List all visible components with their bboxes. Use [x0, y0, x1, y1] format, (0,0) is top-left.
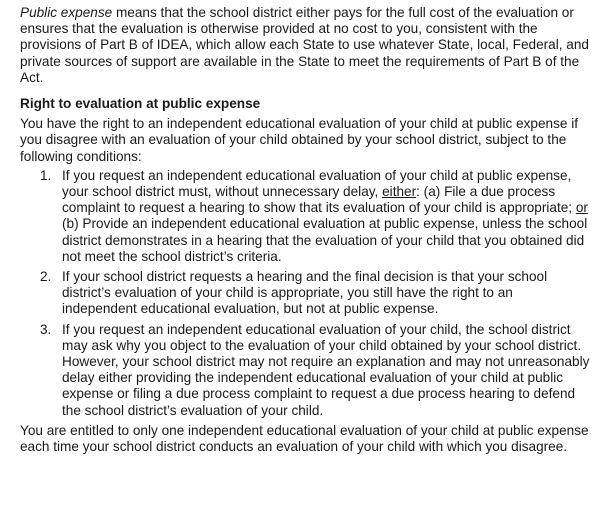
list-item [20, 322, 590, 419]
underlined-either: either [382, 184, 417, 200]
intro-text: means that the school district either pays for the full cost of the evaluation or ensures that the evaluation is otherwise provided at no cost to you, consistent with the provisions of Part B of IDEA, which allow each State to use whatever State, local, Federal, and private sources of support are available in the State to meet the requirements of Part B of the Act. [20, 5, 589, 85]
underlined-or: or [575, 200, 588, 216]
list-item-number: 3. [40, 321, 52, 337]
conditions-list [20, 168, 590, 419]
list-item [20, 168, 590, 265]
list-item-text-part: If you request an independent educational evaluation of your child at public expense, your school district must, without unnecessary delay, [62, 167, 572, 200]
list-item-text: If your school district requests a hearing and the final decision is that your school district’s evaluation of your child is appropriate, you still have the right to an independent educational evaluation, but not at public expense. [62, 269, 548, 317]
list-item-text-part: : (a) File a due process complaint to request a hearing to show that its evaluation of your child is appropriate; [62, 184, 576, 216]
section-lead: You have the right to an independent educational evaluation of your child at public expense if you disagree with an evaluation of your child obtained by your school district, subject to the following conditions: [20, 116, 579, 164]
list-item-text: If you request an independent educational evaluation of your child, the school district may ask why you object to the evaluation of your child obtained by your school district. However, your school district may not require an explanation and may not unreasonably delay either providing the independent educational evaluation of your child at public expense or filing a due process complaint to request a due process hearing to defend the school district’s evaluation of your child. [62, 321, 590, 418]
list-item-text [62, 168, 590, 265]
list-item-number: 1. [40, 167, 52, 183]
list-item [20, 269, 590, 318]
intro-term: Public expense [20, 5, 113, 20]
section-heading: Right to evaluation at public expense [20, 96, 261, 112]
intro-paragraph [20, 5, 590, 86]
list-item-text-part: (b) Provide an independent educational evaluation at public expense, unless the school district demonstrates in a hearing that the evaluation of your child that you obtained did not meet the school district’s criteria. [62, 216, 588, 264]
closing-paragraph: You are entitled to only one independent educational evaluation of your child at public expense each time your school district conducts an evaluation of your child with which you disagree. [20, 422, 589, 455]
list-item-number: 2. [40, 269, 52, 285]
